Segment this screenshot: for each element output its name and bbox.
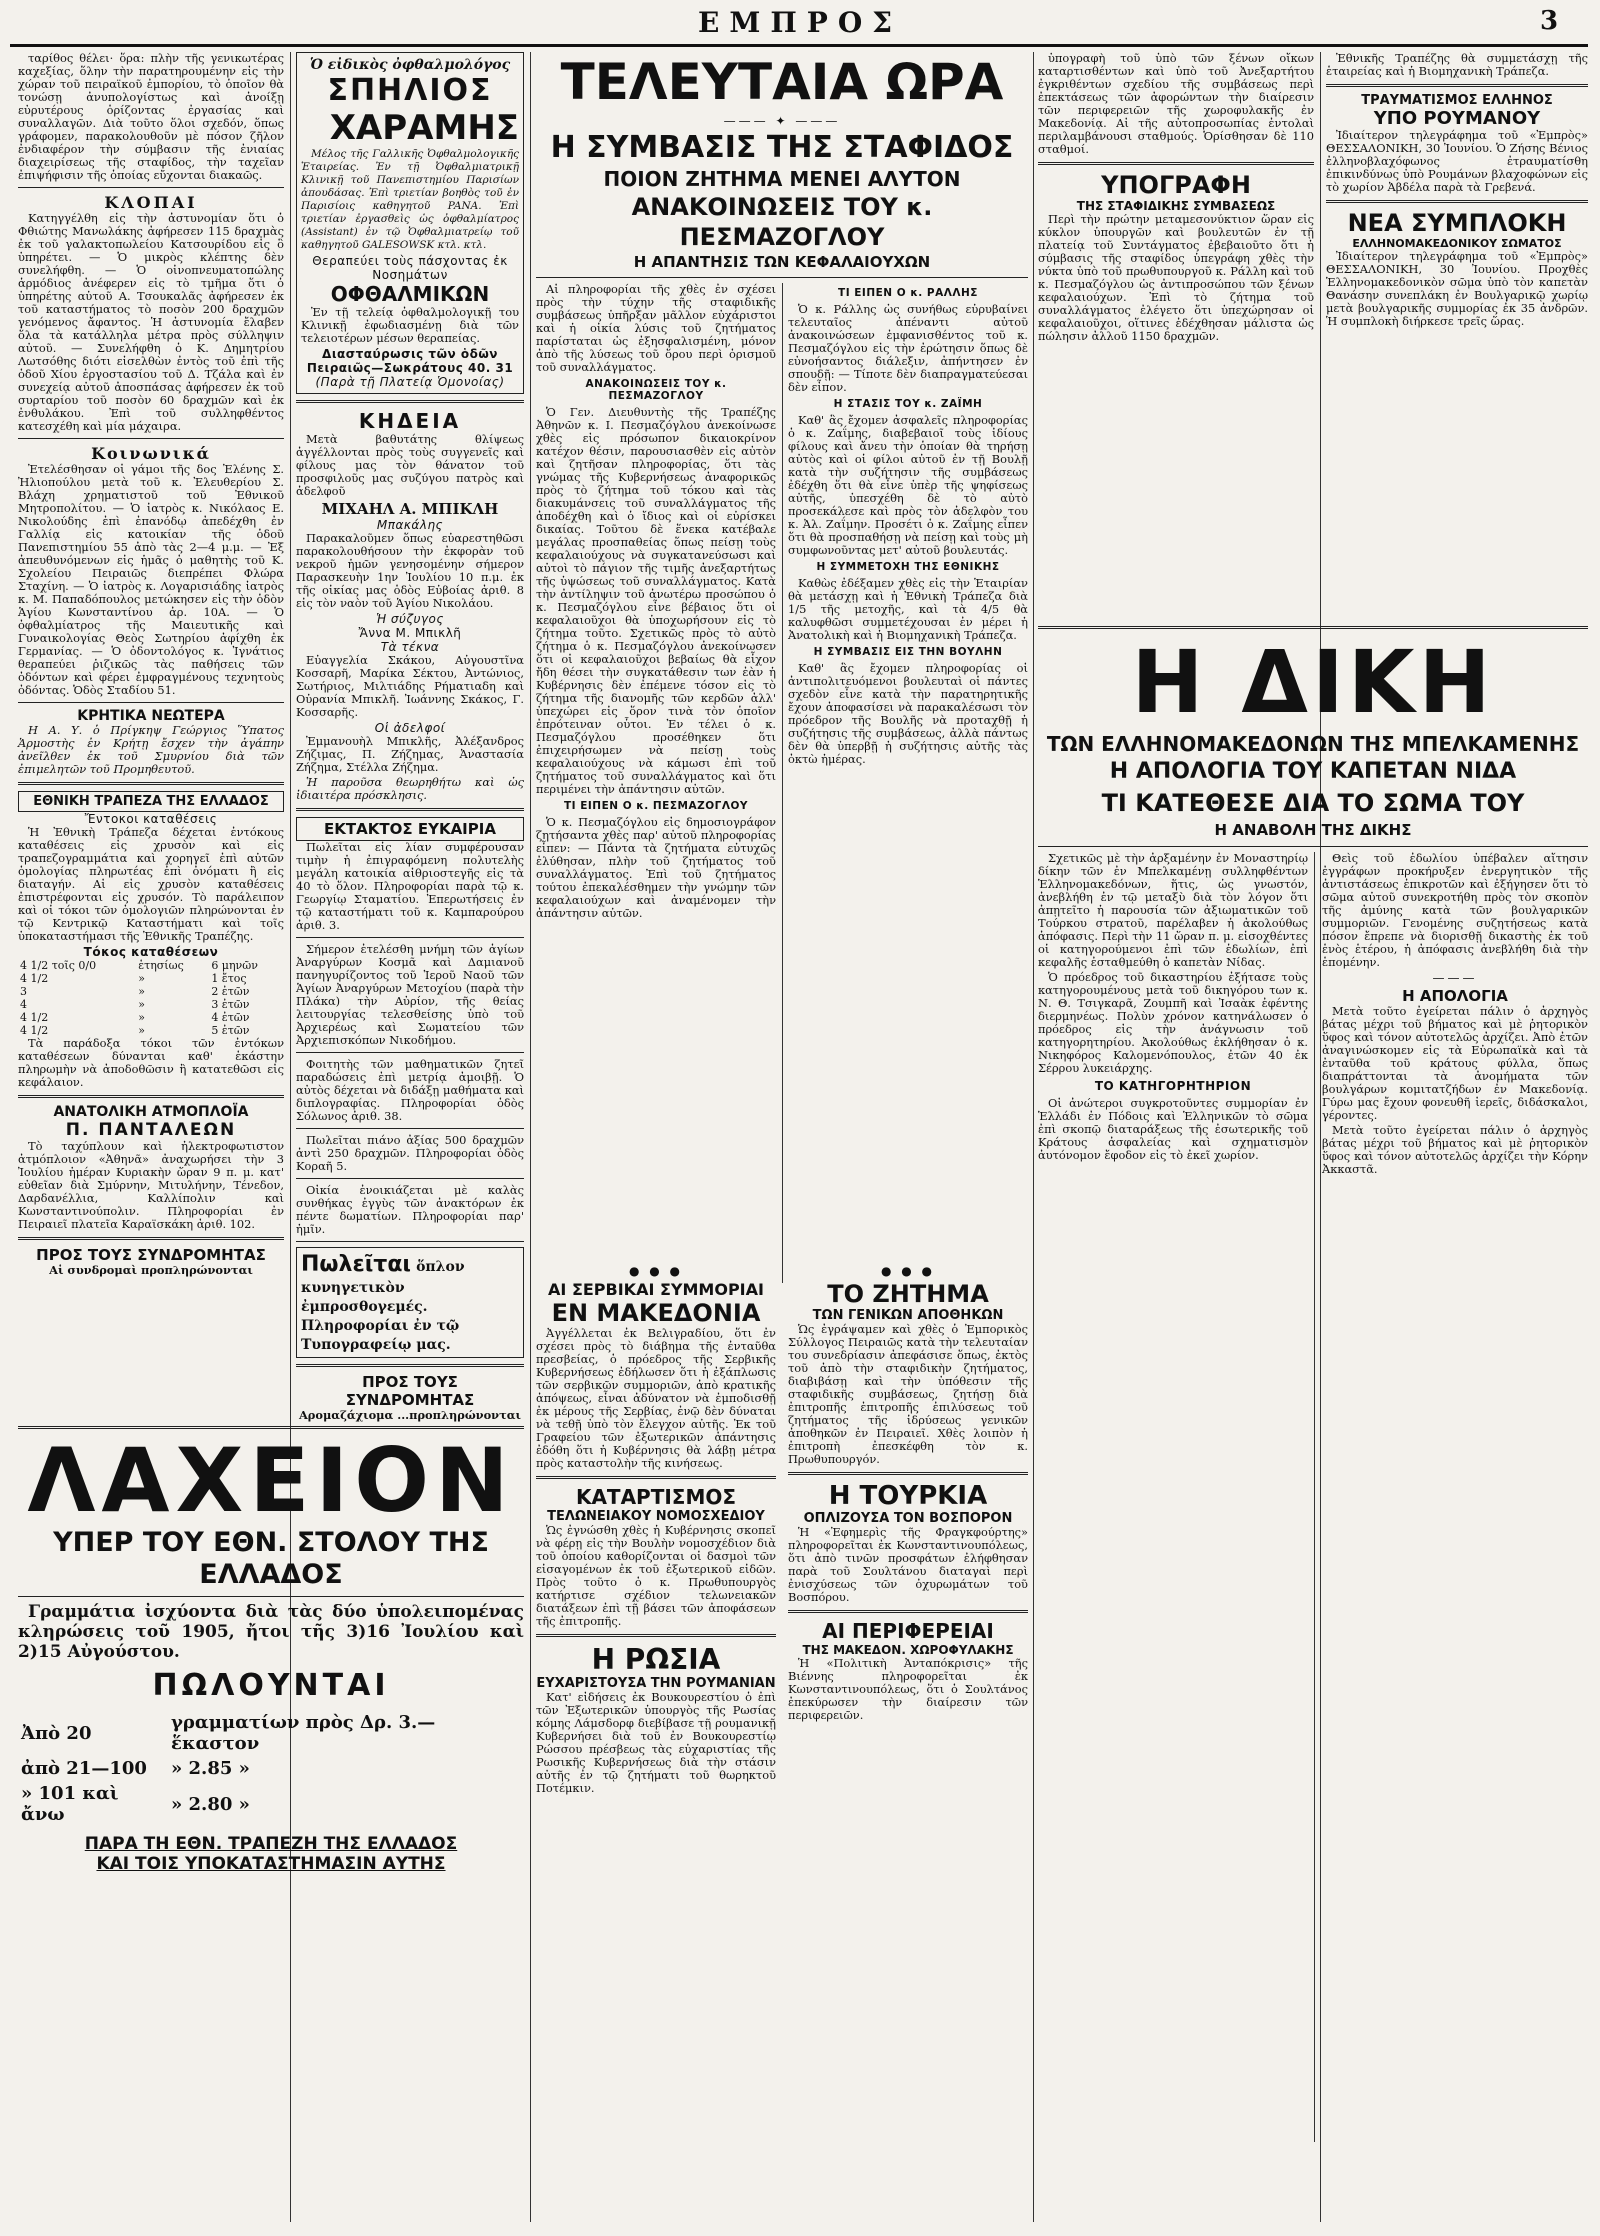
trial-headline-4: ΤΙ ΚΑΤΕΘΕΣΕ ΔΙΑ ΤΟ ΣΩΜΑ ΤΟΥ	[1101, 789, 1525, 817]
column-4-lower	[788, 1262, 1028, 2222]
article-turkey: Ἡ «Ἐφημερὶς τῆς Φραγκφούρτης» πληροφορεῖται ἐκ Κωνσταντινουπόλεως, ὅτι ἀπὸ τινῶν προσφάτων ἐλήφθησαν παρὰ τοῦ Σουλτάνου διαταγαὶ περὶ ἐνισχύσεως τῶν ὀχυρωμάτων τοῦ Βοσπόρου.	[788, 1525, 1028, 1604]
headline-serb-2: ΕΝ ΜΑΚΕΔΟΝΙΑ	[551, 1299, 761, 1327]
trial-right-column	[1322, 852, 1588, 1178]
funeral-spouse-label: Ἡ σύζυγος	[376, 612, 444, 626]
table-row: » 101 καὶ ἄνω » 2.80 »	[21, 1783, 250, 1825]
headline-regions-1: ΑΙ ΠΕΡΙΦΕΡΕΙΑΙ	[822, 1619, 994, 1643]
article-russia: Κατ' εἰδήσεις ἐκ Βουκουρεστίου ὁ ἐπὶ τῶν Ἐξωτερικῶν ὑπουργὸς τῆς Ρωσίας κόμης Λάμσδορφ διεβίβασε τῇ ρουμανικῇ Κυβερνήσει διὰ τοῦ ἐν Βουκουρεστίῳ Ρώσσου πρέσβεως τὰς εὐχαριστίας τῆς Ρωσικῆς Κυβερνήσεως διὰ τὴν στάσιν αὐτῆς ἐν τῷ ζητήματι τοῦ θωρηκτοῦ Ποτέμκιν.	[536, 1690, 776, 1795]
article-serb: Ἀγγέλλεται ἐκ Βελιγραδίου, ὅτι ἐν σχέσει πρὸς τὸ διάβημα τῆς ἐνταῦθα πρεσβείας, ὁ πρόεδρος τῆς Σερβικῆς Κυβερνήσεως ἐδήλωσεν ὅτι ἡ ἐξάπλωσις τῶν σερβικῶν συμμοριῶν, ἀπὸ κρατικῆς ἀπόψεως, εἶναι ἀδύνατον νὰ ἐμποδισθῇ ἐκ μέρους τῆς Σερβίας, ἐνῷ δὲν δύναται νὰ τεθῇ ὑπὸ τὸν ἔλεγχον αὐτῆς. Ἐκ τοῦ Γραφείου τῶν ἐξωτερικῶν ἀπάντησις ἐδόθη ὅτι ἡ Κυβέρνησις θὰ λάβῃ μέτρα πρὸς καταστολὴν τῆς κινήσεως.	[536, 1326, 776, 1470]
ad-bank-title: ΕΘΝΙΚΗ ΤΡΑΠΕΖΑ ΤΗΣ ΕΛΛΑΔΟΣ	[18, 791, 284, 812]
section-heading-thefts: ΚΛΟΠΑΙ	[104, 193, 198, 212]
ad-shipping-title: ΑΝΑΤΟΛΙΚΗ ΑΤΜΟΠΛΟΪΑ	[53, 1104, 249, 1120]
headline-serb-1: ΑΙ ΣΕΡΒΙΚΑΙ ΣΥΜΜΟΡΙΑΙ	[548, 1280, 764, 1299]
subheading: Η ΣΥΜΜΕΤΟΧΗ ΤΗΣ ΕΘΝΙΚΗΣ	[816, 561, 1000, 573]
divider	[1326, 84, 1588, 87]
ad-gun-title: Πωλεῖται	[301, 1252, 411, 1277]
column-2	[296, 52, 524, 1422]
trial-left-column	[1038, 852, 1308, 1164]
table-row: 3 » 2 ἐτῶν	[20, 985, 250, 998]
article-clash: Ἰδιαίτερον τηλεγράφημα τοῦ «Ἐμπρὸς» ΘΕΣΣΑΛΟΝΙΚΗ, 30 Ἰουνίου. Προχθὲς Ἑλληνομακεδονικὸν σῶμα ὑπὸ τὸν καπετὰν Θανάσην συνεπλάκη ἐν Βουλγαρικῷ χωρίῳ μετὰ βουλγαρικῆς συμμορίας ἐκ 35 ἀνδρῶν. Ἡ συμπλοκὴ διήρκεσε τρεῖς ὥρας.	[1326, 249, 1588, 328]
divider	[788, 1472, 1028, 1475]
ad-bank-text: Ἡ Ἐθνικὴ Τράπεζα δέχεται ἐντόκους καταθέσεις εἰς χρυσὸν καὶ εἰς τραπεζογραμμάτια καὶ χορηγεῖ ἐπὶ αὐτῶν ὁμολογίας πληρωτέας ἐπὶ ὀνόματι ἢ εἰς διαταγήν. Αἱ εἰς χρυσὸν καταθέσεις ἐπιστρέφονται εἰς χρυσόν. Τὸ παράλειπον καὶ οἱ τόκοι τῶν ὁμολογιῶν πληρώνονται ἐν τῷ Κεντρικῷ Καταστήματι καὶ τοῖς ὑποκαταστήμασι τῆς Ἐθνικῆς Τραπέζης.	[18, 825, 284, 943]
lottery-subtitle: ΥΠΕΡ ΤΟΥ ΕΘΝ. ΣΤΟΛΟΥ ΤΗΣ ΕΛΛΑΔΟΣ	[53, 1527, 489, 1590]
article-wound: Ἰδιαίτερον τηλεγράφημα τοῦ «Ἐμπρὸς» ΘΕΣΣΑΛΟΝΙΚΗ, 30 Ἰουνίου. Ὁ Ζήσης Βένιος ἐλληνοβλαχόφωνος ἐτραυματίσθη ἐπικινδύνως ὑπὸ Ρουμάνων βλαχοφώνων εἰς τὸ χωρίον Ἀβδέλα παρὰ τὰ Γρεβενά.	[1326, 128, 1588, 194]
headline-3: ΑΝΑΚΟΙΝΩΣΕΙΣ ΤΟΥ κ. ΠΕΣΜΑΖΟΓΛΟΥ	[631, 193, 933, 251]
headline-signature-1: ΥΠΟΓΡΑΦΗ	[1101, 171, 1251, 199]
headline-customs-2: ΤΕΛΩΝΕΙΑΚΟΥ ΝΟΜΟΣΧΕΔΙΟΥ	[547, 1509, 765, 1524]
headline-wound-2: ΥΠΟ ΡΟΥΜΑΝΟΥ	[1373, 108, 1541, 129]
divider	[296, 937, 524, 938]
lottery-foot2: ΚΑΙ ΤΟΙΣ ΥΠΟΚΑΤΑΣΤΗΜΑΣΙΝ ΑΥΤΗΣ	[96, 1854, 446, 1874]
table-row: 4 1/2 » 4 ἐτῶν	[20, 1011, 250, 1024]
divider	[296, 1241, 524, 1242]
column-rule	[1033, 52, 1034, 2222]
column-3-lower	[536, 1262, 776, 2222]
column-rule	[530, 52, 531, 2222]
trial-para-5: Μετὰ τοῦτο ἐγείρεται πάλιν ὁ ἀρχηγὸς βάτας μέχρι τοῦ βήματος καὶ μὲ ῥητορικὸν ὕφος καὶ τόνον αὐτοτελῶς ἀρχίζει. Ἀπὸ ἐτῶν ἀναγινώσκομεν εἰς τὰ Εὐρωπαϊκὰ καὶ τὰ ἐνταῦθα τοῦ κράτους φύλλα, ὅπως διαπράττονται τὰ ἀνομήματα τῶν βουλγάρων κομιτατζήδων ἐν Μακεδονίᾳ. Γύρω μας ἔχουν φονευθῆ ἱερεῖς, διδάσκαλοι, γέροντες.	[1322, 1004, 1588, 1122]
headline-wound-1: ΤΡΑΥΜΑΤΙΣΜΟΣ ΕΛΛΗΝΟΣ	[1361, 93, 1553, 108]
section-heading-opportunity: ΕΚΤΑΚΤΟΣ ΕΥΚΑΙΡΙΑ	[296, 817, 524, 841]
headline-regions-2: ΤΗΣ ΜΑΚΕΔΟΝ. ΧΩΡΟΦΥΛΑΚΗΣ	[802, 1643, 1014, 1657]
trial-headline-3: Η ΑΠΟΛΟΓΙΑ ΤΟΥ ΚΑΠΕΤΑΝ ΝΙΔΑ	[1109, 759, 1517, 784]
headline-warehouses-1: ΤΟ ΖΗΤΗΜΑ	[827, 1280, 989, 1308]
column-1	[18, 52, 284, 1412]
ad-gun-text: ὅπλον κυνηγετικὸν ἐμπροσθογεμές. Πληροφορίαι ἐν τῷ Τυπογραφείῳ μας.	[301, 1259, 465, 1353]
divider	[536, 1634, 776, 1637]
subheading: ΤΙ ΕΙΠΕΝ Ο κ. ΠΕΣΜΑΖΟΓΛΟΥ	[564, 800, 748, 812]
table-row: ἀπὸ 21—100 » 2.85 »	[21, 1758, 250, 1779]
trial-para-4: Θεὶς τοῦ ἐδωλίου ὑπέβαλεν αἴτησιν ἐγγράφων προκήρυξεν ἐνεργητικὸν τῆς ἀντιστάσεως ἐπικροτῶν καὶ ἐξήγησεν ὅτι τὸ σῶμα αὐτοῦ συνεκροτήθη πρὸς τὸν σκοπὸν τῆς ἀμύνης κατὰ τῶν βουλγαρικῶν συμμοριῶν. Γενομένης συζητήσεως κατὰ πόσον ἔπρεπε νὰ διορισθῇ δικαστὴς ἐκ τοῦ ἑνὸς ἑτέρου, ἡ ἀπόφασις ἀνεβλήθη διὰ τὴν ἑπομένην.	[1322, 851, 1588, 969]
subheading: ΤΟ ΚΑΤΗΓΟΡΗΤΗΡΙΟΝ	[1094, 1079, 1252, 1093]
column-rule	[1314, 852, 1315, 2142]
headline-4: Η ΑΠΑΝΤΗΣΙΣ ΤΩΝ ΚΕΦΑΛΑΙΟΥΧΩΝ	[633, 253, 931, 271]
ad-piano: Πωλεῖται πιάνο ἀξίας 500 δραχμῶν ἀντὶ 250 δραχμῶν. Πληροφορίαι ὁδὸς Κοραῆ 5.	[296, 1133, 524, 1173]
divider	[1326, 200, 1588, 203]
table-row: 4 1/2 » 5 ἐτῶν	[20, 1024, 250, 1037]
main-article-a: Αἱ πληροφορίαι τῆς χθὲς ἐν σχέσει πρὸς τὴν τύχην τῆς σταφιδικῆς συμβάσεως ὑπῆρξαν μᾶλλον εὐχάριστοι καὶ ἡ οἰκία λύσις τοῦ ζητήματος παρίσταται ὡς ἐξησφαλισμένη, μόνον ἀπὸ τῆς λύσεως τοῦ ὅρου περὶ ὁρισμοῦ τοῦ συναλλάγματος.	[536, 282, 776, 374]
main-article-c: Ὁ κ. Πεσμαζόγλου εἰς δημοσιογράφον ζητήσαντα χθὲς παρ' αὐτοῦ πληροφορίας εἶπεν: — Πάντα τὰ ζητήματα εὐτυχῶς ἐλύθησαν, πλὴν τοῦ ζητήματος τοῦ συναλλάγματος. Ἐπὶ τοῦ ζητήματος τούτου ἐπεκαλέσθημεν τὴν γνώμην τῶν κεφαλαιούχων καὶ ἀναμένομεν τὴν ἀπάντησιν αὐτῶν.	[536, 815, 776, 920]
divider	[18, 1237, 284, 1240]
headline-clash-2: ΕΛΛΗΝΟΜΑΚΕΔΟΝΙΚΟΥ ΣΩΜΑΤΟΣ	[1352, 237, 1562, 250]
headline-signature-2: ΤΗΣ ΣΤΑΦΙΔΙΚΗΣ ΣΥΜΒΑΣΕΩΣ	[1076, 199, 1276, 213]
divider	[18, 438, 284, 439]
ad-gun	[296, 1247, 524, 1358]
article-signature: Περὶ τὴν πρώτην μεταμεσονύκτιον ὥραν εἰς κύκλον ὑπουργῶν καὶ βουλευτῶν ἐν τῇ πλατείᾳ τοῦ Συντάγματος ἐβεβαιοῦτο ὅτι ἡ σύμβασις τῆς σταφίδος ὑπεγράφη χθὲς τὴν νύκτα ὑπὸ τοῦ πρωθυπουργοῦ κ. Ράλλη καὶ τοῦ κ. Πεσμαζόγλου ὡς ἀντιπροσώπου τῶν ξένων κεφαλαιούχων. Ἐπὶ τὸ ζήτημα τοῦ συναλλάγματος ἐλέγετο ὅτι ὑπεχώρησαν οἱ κεφαλαιοῦχοι, οἵτινες ἐδέχθησαν μάλιστα ὡς πώλησιν ἀλλοῦ 1150 δραχμῶν.	[1038, 212, 1314, 343]
divider	[18, 782, 284, 785]
headline-russia-1: Η ΡΩΣΙΑ	[591, 1643, 721, 1676]
trial-title: Η ΔΙΚΗ	[1131, 633, 1495, 733]
trial-headline-2: ΤΩΝ ΕΛΛΗΝΟΜΑΚΕΔΟΝΩΝ ΤΗΣ ΜΠΕΛΚΑΜΕΝΗΣ	[1046, 732, 1580, 756]
divider	[18, 1095, 284, 1098]
ornament: ● ● ●	[880, 1264, 936, 1278]
article-social: Ἐτελέσθησαν οἱ γάμοι τῆς δος Ἐλένης Σ. Ἠλιοπούλου μετὰ τοῦ κ. Ἐλευθερίου Σ. Βλάχη χρηματιστοῦ τοῦ Ἐθνικοῦ Μητροπολίτου. — Ὁ ἰατρὸς κ. Νικόλαος Ε. Νικολούδης ἐπὶ ἐπανόδῳ ἀπεδέχθη ἐν Γαλλίᾳ εἰς κατοικίαν τῆς ὁδοῦ Πανεπιστημίου 55 ἀπὸ τὰς 2—4 μ.μ. — Ἐξ ἀπευθυνόμενων εἰς ἡμᾶς ὁ μαθητὴς τοῦ Κ. Σχολείου Πειραιῶς διεπρέπει Φλώρα Σταχίνη. — Ὁ ἰατρὸς κ. Λογαρισιάδης ἰατρὸς κ. Μ. Παπαδόπουλος μετώκησεν εἰς τὴν ὁδὸν Ἁγίου Κωνσταντίνου ἀρ. 10Α. — Ὁ ὀφθαλμίατρος τῆς Μαιευτικῆς καὶ Γυναικολογίας Θεὸς Σωτηρίου ἀφίχθη ἐκ Γερμανίας. — Ὁ ὀδοντολόγος κ. Ἰγνάτιος θεραπεύει ῥιζικῶς τὰς παθήσεις τῶν ὀδόντων καὶ φέρει ἐμφραγμένους τεχνητοὺς ὀδόντας. Ὁδὸς Σταδίου 51.	[18, 462, 284, 697]
main-article-e: Καθ' ἃς ἔχομεν ἀσφαλεῖς πληροφορίας ὁ κ. Ζαΐμης, διαβεβαιοῖ τοὺς ἰδίους φίλους καὶ ἄνευ τὴν ὁποίαν θὰ τηρήσῃ αὐτὸς καὶ οἱ φίλοι αὐτοῦ ἐν τῇ Βουλῇ κατὰ τὴν συζήτησιν τῆς συμβάσεως ἐδέχθη ὅτι θὰ εἶνε ὑπὲρ τῆς ψηφίσεως αὐτῆς, ὑπεσχέθη δὲ τὸ αὐτὸ προσεκάλεσε καὶ πρὸς τὸν ἀδελφὸν του κ. Ἀλ. Ζαΐμην. Προσέτι ὁ κ. Ζαΐμης εἶπεν ὅτι θὰ προσπαθήσῃ νὰ πείσῃ καὶ τοὺς μὴ συμφωνοῦντας μετ' αὐτοῦ βουλευτάς.	[788, 413, 1028, 557]
divider	[296, 808, 524, 811]
table-row: 4 1/2 τοῖς 0/0 ἑτησίως 6 μηνῶν	[20, 959, 258, 972]
section-heading-crete: ΚΡΗΤΙΚΑ ΝΕΩΤΕΡΑ	[77, 708, 225, 724]
lottery-text: Γραμμάτια ἰσχύοντα διὰ τὰς δύο ὑπολειπομένας κληρώσεις τοῦ 1905, ἤτοι τῆς 3)16 Ἰουλίου καὶ 2)15 Αὐγούστου.	[18, 1602, 524, 1662]
ad-eye-text: Μέλος τῆς Γαλλικῆς Ὀφθαλμολογικῆς Ἑταιρείας. Ἐν τῇ Ὀφθαλμιατρικῇ Κλινικῇ τοῦ Πανεπιστημίου Παρισίων ἀπουδάσας. Ἐπὶ τριετίαν βοηθὸς τοῦ ἐν Παρισίοις καθηγητοῦ PANA. Ἐπὶ τριετίαν ἐργασθεὶς ὡς ὀφθαλμίατρος (Assistant) ἐν τῷ Ὀφθαλμιατρείῳ τοῦ καθηγητοῦ GALESOWSK κτλ. κτλ.	[301, 148, 519, 251]
ad-eye-name1: ΣΠΗΛΙΟΣ	[327, 73, 493, 108]
headline-russia-2: ΕΥΧΑΡΙΣΤΟΥΣΑ ΤΗΝ ΡΟΥΜΑΝΙΑΝ	[536, 1676, 776, 1691]
ornament: ● ● ●	[628, 1264, 684, 1278]
trial-headline-5: Η ΑΝΑΒΟΛΗ ΤΗΣ ΔΙΚΗΣ	[1214, 821, 1412, 839]
main-left-column	[536, 283, 776, 922]
ad-eye-top: Ὁ εἰδικὸς ὀφθαλμολόγος	[309, 57, 511, 73]
divider	[1038, 162, 1314, 165]
column-rule	[782, 283, 783, 1283]
headline-2: ΠΟΙΟΝ ΖΗΤΗΜΑ ΜΕΝΕΙ ΑΛΥΤΟΝ	[603, 167, 961, 191]
table-row: 4 » 3 ἐτῶν	[20, 998, 250, 1011]
divider	[296, 1178, 524, 1179]
lottery-sell: ΠΩΛΟΥΝΤΑΙ	[152, 1668, 390, 1703]
trial-para-1: Σχετικῶς μὲ τὴν ἀρξαμένην ἐν Μοναστηρίῳ δίκην τῶν ἐν Μπελκαμένῃ συλληφθέντων Ἑλληνομακεδόνων, ἥτις, ὡς γνωστόν, ἀνεβλήθη ἐν τῷ μεταξὺ διὰ τὸν λόγον ὅτι ἀπῃτεῖτο ἡ παρουσία τῶν ἀξιωματικῶν τοῦ Τούρκου στρατοῦ, παρέλαβεν ἡ ἀκολούθως ἀπόφασις. Περὶ τὴν 11 ὥραν π. μ. εἰσοχθέντες οἱ κατηγορούμενοι ἐπὶ τῶν ἑδωλίων, ἐπὶ κεφαλῆς ἐσταθμεύθη ὁ καπετὰν Νίδας.	[1038, 851, 1308, 969]
divider	[788, 1610, 1028, 1613]
ad-eye-address: Διασταύρωσις τῶν ὁδῶν Πειραιῶς—Σωκράτους 40. 31	[306, 347, 514, 375]
ad-opportunity: Πωλεῖται εἰς λίαν συμφέρουσαν τιμὴν ἡ ἐπιγραφόμενη πολυτελὴς μεγάλη κατοικία αἰθριοστεγῆς εἰς τὰ 40 τὸ ὅλον. Πληροφορίαι παρὰ τῷ κ. Γεωργίῳ Σταματίου. Ἐπερωτήσεις ἐν τῷ καταστήματι τοῦ κ. Καμπαρούρου ἀριθ. 3.	[296, 840, 524, 932]
ornament: ———	[1432, 971, 1478, 985]
headline-turkey-1: Η ΤΟΥΡΚΙΑ	[828, 1481, 988, 1511]
funeral-name: ΜΙΧΑΗΛ Α. ΜΠΙΚΛΗ	[321, 500, 499, 518]
headline-customs-1: ΚΑΤΑΡΤΙΣΜΟΣ	[575, 1485, 737, 1509]
article-bank-cont: Ἐθνικῆς Τραπέζης θὰ συμμετάσχῃ τῆς ἑταιρείας καὶ ἡ Βιομηχανικὴ Τράπεζα.	[1326, 51, 1588, 78]
trial-two-columns	[1038, 852, 1588, 2152]
section-heading-social: Κοινωνικά	[91, 444, 211, 463]
ad-lottery	[18, 1420, 524, 2200]
funeral-bros: Ἐμμανουὴλ Μπικλῆς, Ἀλέξανδρος Ζήζιμας, Π. Ζήζημας, Ἀναστασία Ζήζημα, Στέλλα Ζήζημα.	[296, 734, 524, 774]
headline-turkey-2: ΟΠΛΙΖΟΥΣΑ ΤΟΝ ΒΟΣΠΟΡΟΝ	[803, 1511, 1013, 1526]
main-title: ΤΕΛΕΥΤΑΙΑ ΩΡΑ	[560, 53, 1004, 111]
ad-shipping-text: Τὸ ταχύπλουν καὶ ἠλεκτροφωτιστον ἀτμόπλοιον «Ἀθηνᾶ» ἀναχωρήσει τὴν 3 Ἰουλίου ἡμέραν Κυριακὴν ὥραν 9 π. μ. κατ' εὐθεῖαν διὰ Σμύρνην, Μιτυλήνην, Τένεδον, Δαρδανέλλια, Καλλίπολιν καὶ Κωνσταντινούπολιν. Πληροφορίαι ἐν Πειραιεῖ πλατεῖα Καραϊσκάκη ἀριθ. 102.	[18, 1139, 284, 1231]
main-article-f: Καθὼς ἐδέξαμεν χθὲς εἰς τὴν Ἑταιρίαν θὰ μετάσχῃ καὶ ἡ Ἐθνικὴ Τράπεζα διὰ 1/5 τῆς μετοχῆς, καὶ τὰ 4/5 θὰ καλυφθῶσι συμμετέχουσαι ἐν μέρει ἡ Ἀνατολικὴ καὶ ἡ Βιομηχανικὴ Τράπεζα.	[788, 576, 1028, 642]
divider	[296, 400, 524, 403]
subscribers-text: Αἱ συνδρομαὶ προπληρώνονται	[49, 1263, 253, 1277]
trial-para-6: Μετὰ τοῦτο ἐγείρεται πάλιν ὁ ἀρχηγὸς βάτας μέχρι τοῦ βήματος καὶ μὲ ῥητορικὸν ὕφος καὶ τόνον αὐτοτελῶς ἀρχίζει τὴν Κόρην Ἀκκαστᾶ.	[1322, 1123, 1588, 1176]
notice-memorial: Σήμερον ἐτελέσθη μνήμη τῶν ἁγίων Ἀναργύρων Κοσμᾶ καὶ Δαμιανοῦ πανηγυρίζοντος τοῦ Ἱεροῦ Ναοῦ τῶν Ἁγίων Ἀναργύρων Μετοχίου (παρὰ τὴν Πλάκα) τὴν Αὐρίον, τῆς θείας λειτουργίας τελεσθείσης ὑπὸ τοῦ Ἀρχιερέως καὶ Σωματείου τῶν Ἀρχιεπισκόπων Νικοδήμου.	[296, 942, 524, 1047]
article-regions: Ἡ «Πολιτικὴ Ἀνταπόκρισις» τῆς Βιέννης πληροφορεῖται ἐκ Κωνσταντινουπόλεως, ὅτι ὁ Σουλτάνος ἐπεκύρωσεν τὴν διαίρεσιν τῶν περιφερειῶν.	[788, 1656, 1028, 1722]
ornament: ——— ✦ ———	[723, 114, 841, 128]
divider	[18, 1596, 524, 1597]
article-thefts: Κατηγγέλθη εἰς τὴν ἀστυνομίαν ὅτι ὁ Φθιώτης Μανωλάκης ἀφήρεσεν 115 δραχμὰς ἐκ τοῦ γαλακτοπωλείου Κατσουρίδου εἰς ὃ ὑπηρέτει. — Ὁ μικρὸς κλέπτης δὲν συνελήφθη. — Ὁ οἰνοπνευματοπώλης ἁρμόδιος ἀνέφερεν εἰς τὸ τμῆμα ὅτι ὁ ὑπηρέτης αὐτοῦ Α. Τσουκαλᾶς ἀφήρεσεν ἐκ τοῦ καταστήματος τὸ ποσὸν 200 δραχμῶν γενόμενος ἄφαντος. Ἡ ἀστυνομία ἔλαβεν ὅλα τὰ κατάλληλα μέτρα πρὸς σύλληψιν αὐτοῦ. — Συνελήφθη ὁ Κ. Δημητρίου Λωτσόθης διότι εἰσελθὼν ἐντὸς τοῦ ἐπὶ τῆς ὁδοῦ Χίου ἐργοστασίου τοῦ Δ. Τζάλα καὶ ἐν συνεχείᾳ αὐτοῦ ἀποσπάσας ἀφήρεσεν ἐκ τοῦ συρταρίου τοῦ ποσὸν 60 δραχμῶν καὶ ἐκ ἐνθυλάκου. Ἐπὶ τοῦ συλληφθέντος κατεσχέθη καὶ μία μάχαιρα.	[18, 211, 284, 433]
divider	[1038, 626, 1588, 629]
table-row: Ἀπὸ 20 γραμματίων πρὸς Δρ. 3.—ἕκαστον	[21, 1712, 436, 1754]
ad-house: Οἰκία ἐνοικιάζεται μὲ καλὰς συνθήκας ἐγγὺς τῶν ἀνακτόρων ἐκ πέντε δωματίων. Πληροφορίαι παρ' ἡμῖν.	[296, 1183, 524, 1236]
column-4-upper-placeholder	[788, 52, 1028, 1252]
section-heading-funeral: ΚΗΔΕΙΑ	[358, 409, 462, 433]
ad-eye-name2: ΧΑΡΑΜΗΣ	[329, 108, 519, 148]
ad-bank-subtitle: Ἔντοκοι καταθέσεις	[84, 812, 218, 826]
subheading: Η ΣΥΜΒΑΣΙΣ ΕΙΣ ΤΗΝ ΒΟΥΛΗΝ	[813, 646, 1003, 658]
subscribers-title: ΠΡΟΣ ΤΟΥΣ ΣΥΝΔΡΟΜΗΤΑΣ	[36, 1246, 266, 1264]
funeral-note: Ἡ παροῦσα θεωρηθήτω καὶ ὡς ἰδιαιτέρα πρόσκλησις.	[296, 775, 524, 802]
article-warehouses: Ὡς ἐγράψαμεν καὶ χθὲς ὁ Ἐμπορικὸς Σύλλογος Πειραιῶς κατὰ τὴν τελευταίαν του συνεδρίασιν ἀπεφάσισε ὅπως, ἐκτὸς τοῦ ἀπὸ τὴν σταφιδικὴν ζητήματος, διαβιβάσῃ καὶ τὴν ὑπόθεσιν τῆς σταφιδικῆς συμβάσεως, ζητήσῃ διὰ ἐπιτροπῆς ἐπιτροπῆς ἐπιλύσεως τοῦ ζητήματος τῆς ἱδρύσεως γενικῶν ἀποθηκῶν ἐν Πειραιεῖ. Χθὲς λοιπὸν ἡ ἐπιτροπὴ ἐπεσκέφθη τὸν κ. Πρωθυπουργόν.	[788, 1322, 1028, 1466]
ad-eye-therapy: Θεραπεύει τοὺς πάσχοντας ἐκ Νοσημάτων	[312, 254, 508, 282]
funeral-bros-label: Οἱ ἀδελφοί	[374, 721, 446, 735]
ad-ophthalmologist	[296, 52, 524, 394]
headline-clash-1: ΝΕΑ ΣΥΜΠΛΟΚΗ	[1347, 209, 1567, 237]
lottery-title: ΛΑΧΕΙΟΝ	[27, 1429, 515, 1532]
subheading: Η ΣΤΑΣΙΣ ΤΟΥ κ. ΖΑΪΜΗ	[833, 398, 983, 410]
trial-block	[1038, 620, 1588, 2220]
trial-para-3: Οἱ ἀνώτεροι συγκροτοῦντες συμμορίαν ἐν Ἑλλάδι ἐν Πόδοις καὶ Ἑλληνικῶν τὸ σῶμα ἐπὶ σκοπῷ διαταράξεως τῆς ἐσωτερικῆς τοῦ Κράτους ἀσφαλείας καὶ σχηματισμὸν ἀυτόνομον ἔφοδον εἰς τὸ ἐκεῖ χωρίον.	[1038, 1096, 1308, 1162]
rates-title: Τόκος καταθέσεων	[83, 945, 219, 959]
funeral-spouse: Ἄννα Μ. Μπικλῆ	[358, 626, 462, 640]
headline-1: Η ΣΥΜΒΑΣΙΣ ΤΗΣ ΣΤΑΦΙΔΟΣ	[550, 130, 1014, 165]
funeral-text: Μετὰ βαθυτάτης θλίψεως ἀγγέλλονται πρὸς τοὺς συγγενεῖς καὶ φίλους μας τὸν θάνατον τοῦ προσφιλοῦς μας συζύγου πατρὸς καὶ ἀδελφοῦ	[296, 432, 524, 498]
article-customs: Ὡς ἐγνώσθη χθὲς ἡ Κυβέρνησις σκοπεῖ νὰ φέρῃ εἰς τὴν Βουλὴν νομοσχέδιον διὰ τοῦ ὁποίου καθορίζονται οἱ δασμοὶ τῶν εἰσαγομένων ἐκ τοῦ ἐξωτερικοῦ εἰδῶν. Πρὸς τοῦτο ὁ κ. Πρωθυπουργὸς κατήρτισε σχέδιον τελωνειακῶν διατάξεων ἐπὶ τῇ βάσει τῶν ἀποφάσεων τῆς ἐπιτροπῆς.	[536, 1523, 776, 1628]
divider	[18, 702, 284, 703]
masthead	[0, 0, 1600, 44]
divider	[18, 187, 284, 188]
newspaper-name: ΕΜΠΡΟΣ	[697, 6, 903, 39]
article-crete: Η Α. Υ. ὁ Πρίγκηψ Γεώργιος Ὕπατος Ἁρμοστὴς ἐν Κρήτῃ ἔσχεν τὴν ἀγάπην ἀνεῖλθεν ἐκ τοῦ Σμυρνίου διὰ τῶν ἐπιμελητῶν τοῦ Προμηθευτοῦ.	[18, 723, 284, 776]
subheading: Η ΑΠΟΛΟΓΙΑ	[1402, 987, 1508, 1005]
divider	[536, 1476, 776, 1479]
divider	[1038, 846, 1588, 847]
subscribers-text-2: Αρομαζάχιομα ...προπληρώνονται	[298, 1408, 522, 1422]
column-5	[1326, 52, 1588, 612]
ad-eye-big: ΟΦΘΑΛΜΙΚΩΝ	[330, 282, 490, 306]
divider	[296, 1128, 524, 1129]
divider	[296, 1052, 524, 1053]
funeral-kids: Εὐαγγελία Σκάκου, Αὐγουστῖνα Κοσσαρῆ, Μαρίκα Σέκτου, Ἀντώνιος, Σωτήριος, Μιλτιάδης Ρήματιαδη καὶ Οὐρανία Μπικλῆ. Ἰωάννης Σκάκος, Γ. Κοσσαρῆς.	[296, 653, 524, 719]
subheading: ΑΝΑΚΟΙΝΩΣΕΙΣ ΤΟΥ κ. ΠΕΣΜΑΖΟΓΛΟΥ	[585, 378, 727, 402]
ad-shipping-company: Π. ΠΑΝΤΑΛΕΩΝ	[65, 1120, 237, 1140]
subscribers-title-2: ΠΡΟΣ ΤΟΥΣ ΣΥΝΔΡΟΜΗΤΑΣ	[345, 1373, 475, 1409]
funeral-kids-label: Τὰ τέκνα	[380, 640, 440, 654]
lottery-foot1: ΠΑΡΑ ΤΗ ΕΘΝ. ΤΡΑΠΕΖΗ ΤΗΣ ΕΛΛΑΔΟΣ	[84, 1834, 458, 1854]
ad-eye-address2: (Παρὰ τῇ Πλατείᾳ Ὁμονοίας)	[315, 375, 505, 389]
table-row: 4 1/2 » 1 ἔτος	[20, 972, 247, 985]
rates-note: Τὰ παράδοξα τόκοι τῶν ἐντόκων καταθέσεων δύνανται καθ' ἑκάστην πληρωμὴν νὰ ἀποδοθῶσιν ἢ κατατεθῶσι εἰς κεφάλαιον.	[18, 1036, 284, 1089]
masthead-rule	[10, 44, 1588, 47]
lottery-price-table	[18, 1709, 524, 1828]
rates-table	[18, 959, 284, 1037]
subheading: ΤΙ ΕΙΠΕΝ Ο κ. ΡΑΛΛΗΣ	[838, 287, 978, 299]
article-gendarmerie-cont: ὑπογραφὴ τοῦ ὑπὸ τῶν ξένων οἴκων καταρτισθέντων καὶ ὑπὸ τοῦ Ἀνεξαρτήτου ἐγκριθέντων σχεδίου τῆς συμβάσεως περὶ ἐπεκτάσεως τῶν ἀφορώντων τὴν διαίρεσιν τῶν περιφερειῶν τῆς χωροφυλακῆς ἐν Μακεδονίᾳ. Αἱ τῆς αὐτοπροσωπίας ἐντολαὶ περιλαμβάνουσι σταθμούς. Ὁρίσθησαν δὲ 110 σταθμοί.	[1038, 51, 1314, 156]
main-article-g: Καθ' ἃς ἔχομεν πληροφορίας οἱ ἀντιπολιτευόμενοι βουλευταὶ οἱ πάντες σχεδὸν εἶνε κατὰ τὴν παρατηρητικῆς ἔχουν ἀποφασίσει νὰ παρακαλέσωσι τὸν πρόεδρον τῆς Βουλῆς νὰ προταχθῇ ἡ συζήτησις τῆς συμβάσεως, ἀλλὰ πάντως δὲν θὰ ὑπερβῇ ἡ συζήτησις αὐτῆς τὰς ὀκτὼ ἡμέρας.	[788, 661, 1028, 766]
page-number: 3	[1540, 6, 1559, 36]
ad-student: Φοιτητὴς τῶν μαθηματικῶν ζητεῖ παραδώσεις ἐπὶ μετρίᾳ ἀμοιβῇ. Ὁ αὐτὸς δέχεται νὰ διδάξῃ μαθήματα καὶ διπλογραφίας. Πληροφορίαι ὁδὸς Σόλωνος ἀριθ. 38.	[296, 1057, 524, 1123]
article-continuation: ταρίθος θέλει· ὅρα: πλὴν τῆς γενικωτέρας καχεξίας, ὅλην τὴν παρατηρουμένην εἰς τὴν χώραν τοῦ πειραϊκοῦ ἐμπορίου, τὸ ὁποῖον θὰ τονώσῃ ἀνυπολογίστως καὶ ἀνοίξῃ εὐρυτέρους ὁρίζοντας ἐργασίας καὶ συναλλαγῶν. Διὰ τοῦτο ὅλοι σχεδόν, ὅπως γράφομεν, παρακολουθοῦν μὲ πόσον ζῆλον ἐνδιαφέρον τὴν σύμβασιν τῆς ἐνιαίας διαχειρίσεως τῆς σταφίδος, τὴν ταχεῖαν ἐπιψήφισιν τῆς ὁποίας εὔχονται διακαῶς.	[18, 51, 284, 182]
headline-warehouses-2: ΤΩΝ ΓΕΝΙΚΩΝ ΑΠΟΘΗΚΩΝ	[812, 1308, 1004, 1323]
main-article-b: Ὁ Γεν. Διευθυντὴς τῆς Τραπέζης Ἀθηνῶν κ. Ι. Πεσμαζόγλου ἀνεκοίνωσε χθὲς εἰς πρόσωπον δικαιοκρίνον κατέχον θέσιν, παρουσιασθὲν εἰς αὐτὸν καὶ ζητῆσαν πληροφορίας, ὅτι τὰς γνώμας τῆς Κυβερνήσεως ἀναφορικῶς πρὸς τὸ ζήτημα τοῦ τόκου καὶ τὰς διακυμάνσεις τοῦ συναλλάγματος τῆς ἀποδέχθη καὶ ὁ ἴδιος καὶ οἱ εὐρίσκει δικαίας. Τοῦτου δὲ ἕνεκα κατέβαλε μεγάλας προσπαθείας ὅπως πείσῃ τοὺς κεφαλαιούχους νὰ συγκατανεύσωσι καὶ αὐτοὶ τὸ πάγιον τῆς τιμῆς ἀνεξαρτήτως τῆς ὑψώσεως τοῦ συναλλάγματος. Κατὰ τὴν ἀντίληψιν τοῦ ἀνωτέρω προσώπου ὁ κ. Πεσμαζόγλου εἶνε βέβαιος ὅτι οἱ κεφαλαιοῦχοι θὰ ὑποχωρήσουν εἰς τὸ ζήτημα τοῦτο. Σχετικῶς πρὸς τὸ αὐτὸ ζήτημα ὁ κ. Πεσμαζόγλου ἀνεκοίνωσεν ὅτι οἱ κεφαλαιοῦχοι βεβαίως θὰ εἶχον ἤδη θέσει τὴν συγκατάθεσιν των ἐὰν ἡ Κυβέρνησις δὲν ἐπέμενε τόσον εἰς τὸ ζήτημα τῆς διανομῆς τῶν κερδῶν ἀλλ' ὑπεχώρει εἰς ὅρον τινὰ τὸν ὁποῖον ἐπρότειναν οὗτοι. Ἐν τέλει ὁ κ. Πεσμαζόγλου προσέθηκεν ὅτι ἐπιχειρήσωμεν νὰ πείσῃ τοὺς κεφαλαιούχους νὰ κάμωσι ἐπὶ τοῦ ζητήματος τοῦ συναλλάγματος καὶ ὅτι περιμένει τὴν ἀπάντησιν αὐτῶν.	[536, 405, 776, 796]
divider	[296, 1364, 524, 1367]
funeral-text2: Παρακαλοῦμεν ὅπως εὐαρεστηθῶσι παρακολουθήσουν τὴν ἐκφορὰν τοῦ νεκροῦ ἡμῶν γενησομένην σήμερον Παρασκευὴν 1ην Ἰουλίου 10 π.μ. ἐκ τῆς οἰκίας μας ὁδὸς Εὐβοίας ἀριθ. 8 εἰς τὸν ναὸν τοῦ Ἁγίου Νικολάου.	[296, 531, 524, 610]
trial-para-2: Ὁ πρόεδρος τοῦ δικαστηρίου ἐξήτασε τοὺς κατηγορουμένους μετὰ τοῦ δικηγόρου των κ. Ν. Θ. Τσιγκαρᾶ, Ζουμπῆ καὶ Ἰσαὰκ ἐφέντης διερμηνέως. Πολὺν χρόνον κατηνάλωσεν ὁ πρόεδρος εἰς τὴν ἀνάγνωσιν τοῦ κατηγορητηρίου. Ἀκολούθως ἐκλήθησαν ὁ κ. Νικηφόρος Καλομενόπουλος, ἐτῶν 40 ἐκ Σέρρου λυκειάρχης.	[1038, 970, 1308, 1075]
ad-eye-clinic: Ἐν τῇ τελείᾳ ὀφθαλμολογικῇ του Κλινικῇ ἐφωδιασμένῃ διὰ τῶν τελειοτέρων μέσων θεραπείας.	[301, 305, 519, 345]
funeral-role: Μπακάλης	[376, 518, 444, 532]
main-article-d: Ὁ κ. Ράλλης ὡς συνήθως εὐρυβαίνει τελευταῖος ἀπέναντι αὐτοῦ ἀνακοινώσεων ἐμφανισθέντος τοῦ κ. Πεσμαζόγλου εἰς τὴν ἐρώτησιν ὅπως δὲ εὐνοήσαντος διάλεξιν, ἀπήντησεν ἐν σπουδῇ: — Τίποτε δὲν διαπραγματεύεσαι δὲν εἶπον.	[788, 302, 1028, 394]
